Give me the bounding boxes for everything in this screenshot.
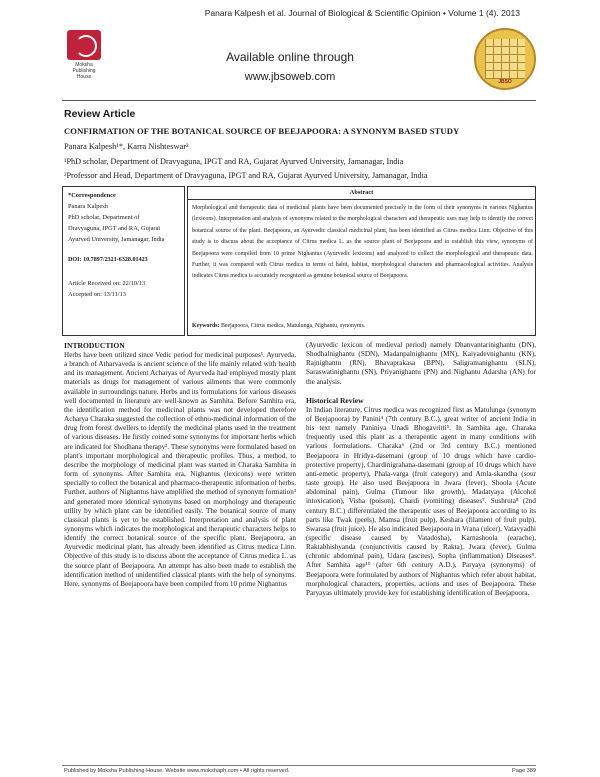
introduction-paragraph: Herbs have been utilized since Vedic period for medicinal purposes¹. Ayurveda, a branch of Atharvaveda is ancient science of the life mainly related with health and its management. Ancient Acharyas of Ayurveda had employed mostly plant materials as drugs for management of various ailments that were commonly available in surroundings nature. Herbs and its formulations for various diseases well documented in literature are well-known as Samhita. Before Samhita era, the identification method for medicinal plants was not developed therefore Acharya Charaka suggested the collection of ethno-medicinal information of the drug from forest dwellers to identify the medicinal plants used in the treatment of various diseases. He firstly coined some synonyms for important herbs which are indicated for Shodhana therapy². These synonyms were formulated based on plant's important morphological and therapeutic profiles. Thus, a method, to describe the morphology of medicinal plant was started in Charaka Samhita in form of synonyms. After Samhita era, Nighantus (lexicons) were written specially to collect the botanical and pharmaco-therapeutic information of herbs. Further, authors of Nighantus have amplified the method of synonym formation³ and generated more identical synonyms based on morphology and therapeutic utility by which plant can be identified easily. The botanical source of many classical plants is yet to be established. Interpretation and analysis of plant synonyms which indicates the morphological and therapeutic characters helps to identify the correct botanical source of the specific plant. Beejapoora, an Ayurvedic medicinal plant, has already been identified as Citrus medica Linn. Objective of this study is to discuss about the acceptance of Citrus medica L. as the source plant of Beejapoora. An attempt has also been made to establish the identification method of unidentified classical plants with the help of synonyms. Here, synonyms of Beejapoora have been compiled from 10 prime Nighantus bbox=[64, 351, 296, 588]
availability-text: Available online through bbox=[226, 50, 354, 64]
page-number: Page 389 bbox=[512, 768, 536, 774]
journal-website-link[interactable]: www.jbsoweb.com bbox=[244, 71, 336, 83]
journal-logo-label: JBSO bbox=[498, 79, 512, 85]
doi-link[interactable]: DOI: 10.7897/2321-6328.01423 bbox=[68, 257, 148, 263]
lexicon-list-paragraph: (Ayurvedic lexicon of medieval period) namely Dhanvantarinighantu (DN), Shodhalnighantu (SDN), Madanpalnighantu (MN), Kaiyadevnighantu (KN), Rajnighantu (RN), Bhavaprakasa (BPN), Saligramanighantu (SLN), Saraswatinighantu (SN), Priyanighantu (PN) and Nighantu Adarsha (AN) for the analysis. bbox=[306, 341, 536, 386]
keywords-text: Beejapoora, Citrus medica, Matulunga, Nighantu, synonyms. bbox=[220, 323, 366, 329]
accepted-date: Accepted on: 13/11/13 bbox=[68, 291, 126, 298]
abstract-box bbox=[187, 186, 536, 336]
affiliation-2: ²Professor and Head, Department of Dravyaguna, IPGT and RA, Gujarat Ayurved University, Jamanagar, India bbox=[64, 171, 428, 180]
footer-publisher: Published by Moksha Publishing House. Website www.mokshaph.com • All rights reserved. bbox=[64, 768, 290, 774]
article-type: Review Article bbox=[64, 108, 136, 120]
correspondence-heading: *Correspondence bbox=[68, 192, 116, 199]
journal-logo bbox=[474, 28, 536, 90]
journal-header: Panara Kalpesh et al. Journal of Biological & Scientific Opinion • Volume 1 (4). 2013 bbox=[204, 8, 520, 18]
footer-divider bbox=[62, 765, 536, 766]
correspondence-line: Dravyaguna, IPGT and RA, Gujarat bbox=[68, 225, 161, 232]
moksha-logo-icon bbox=[67, 30, 101, 60]
historical-review-heading: Historical Review bbox=[306, 395, 364, 405]
correspondence-box bbox=[62, 186, 185, 336]
article-title: CONFIRMATION OF THE BOTANICAL SOURCE OF BEEJAPOORA: A SYNONYM BASED STUDY bbox=[64, 126, 460, 136]
received-date: Article Received on: 22/10/13 bbox=[68, 280, 146, 287]
abstract-heading: Abstract bbox=[349, 189, 374, 196]
publisher-logo bbox=[65, 30, 103, 82]
grid-emblem-icon bbox=[485, 39, 525, 79]
correspondence-line: Panara Kalpesh bbox=[68, 203, 108, 210]
article-authors: Panara Kalpesh¹*, Karra Nishteswar² bbox=[64, 142, 189, 151]
right-column bbox=[306, 341, 536, 598]
keywords-label: Keywords: bbox=[192, 323, 220, 329]
historical-review-paragraph: In Indian literature, Citrus medica was recognized first as Matulunga (synonym of Beejapoora) by Panini⁴ (7th century B.C.), great writer of ancient India in his text namely Paniniya Unadi Bhogavritti⁵. In Samhita age, Charaka frequently used this plant as a therapeutic agent in many conditions with various formulations. Charaka⁶ (2nd or 3rd century B.C.) mentioned Beejapoora in Hridya-dasemani (group of 10 drugs which have cardio-protective property), Chardinigrahana-dasemani (group of 10 drugs which have anti-emetic property), Phala-varga (fruit category) and Amla-skandha (sour taste group). He also used Beejapoora in Jwara (fever), Shoola (Acute abdominal pain), Gulma (Tumour like growth), Madatyaya (Alcohol intoxication), Visha (poison), Chardi (vomiting) diseases⁷. Sushruta⁸ (2nd century B.C.) differentiated the therapeutic uses of Beejapoora according to its parts like Twak (peels), Mamsa (fruit pulp), Keshara (filament of fruit pulp), Swarasa (fruit juice). He also indicated Beejapoora in Vrana (ulcer), Vatavyadhi (specific disease caused by Vatadosha), Karnashoola (earache), Raktabhishyanda (conjunctivitis caused by Rakta), Jwara (fever), Gulma (chronic abdominal pain), Udara (ascites), Sopha (inflammation) Diseases⁹. After Samhita age¹⁰ (after 6th century A.D.), Paryaya (synonyms) of Beejapoora were formulated by authors of Nighantus which refer about habitat, morphological characters, properties, actions and uses of Beejapoora. These Paryayas ultimately provide key for establishing identification of Beejapoora. bbox=[306, 405, 536, 597]
abstract-divider bbox=[188, 199, 535, 200]
affiliation-1: ¹PhD scholar, Department of Dravyaguna, IPGT and RA, Gujarat Ayurved University, Jamanagar, India bbox=[64, 157, 404, 166]
abstract-body: Morphological and therapeutic data of medicinal plants have been documented precisely in the form of their synonyms in various Nighantus (lexicons). Interpretation and analysis of synonyms related to the morphological characters and therapeutic uses may help to identify the correct botanical source of the plant. Beejapoora, an Ayurvedic classical medicinal plant, has been identified as Citrus medica Linn. Objective of this study is to discuss about the acceptance of Citrus medica L. as the source plant of Beejapoora and to establish this view, synonyms of Beejapoora were compiled from 10 prime Nighantus (Ayurvedic lexicons) and analyzed to collect the morphological and therapeutic data. Further, it was compared with Citrus medica in terms of habit, habitat, morphological characters and pharmacological activities. Analysis indicates Citrus medica is accurately recognized as genuine botanical source of Beejapoora. bbox=[192, 205, 533, 280]
correspondence-line: Ayurved University, Jamanagar, India bbox=[68, 236, 165, 243]
keywords-line bbox=[192, 323, 533, 329]
correspondence-line: PhD scholar, Department of bbox=[68, 214, 140, 221]
publisher-logo-text: Moksha Publishing House bbox=[72, 62, 96, 80]
header-divider bbox=[62, 100, 536, 101]
introduction-heading: INTRODUCTION bbox=[64, 341, 125, 350]
left-column bbox=[64, 341, 296, 589]
